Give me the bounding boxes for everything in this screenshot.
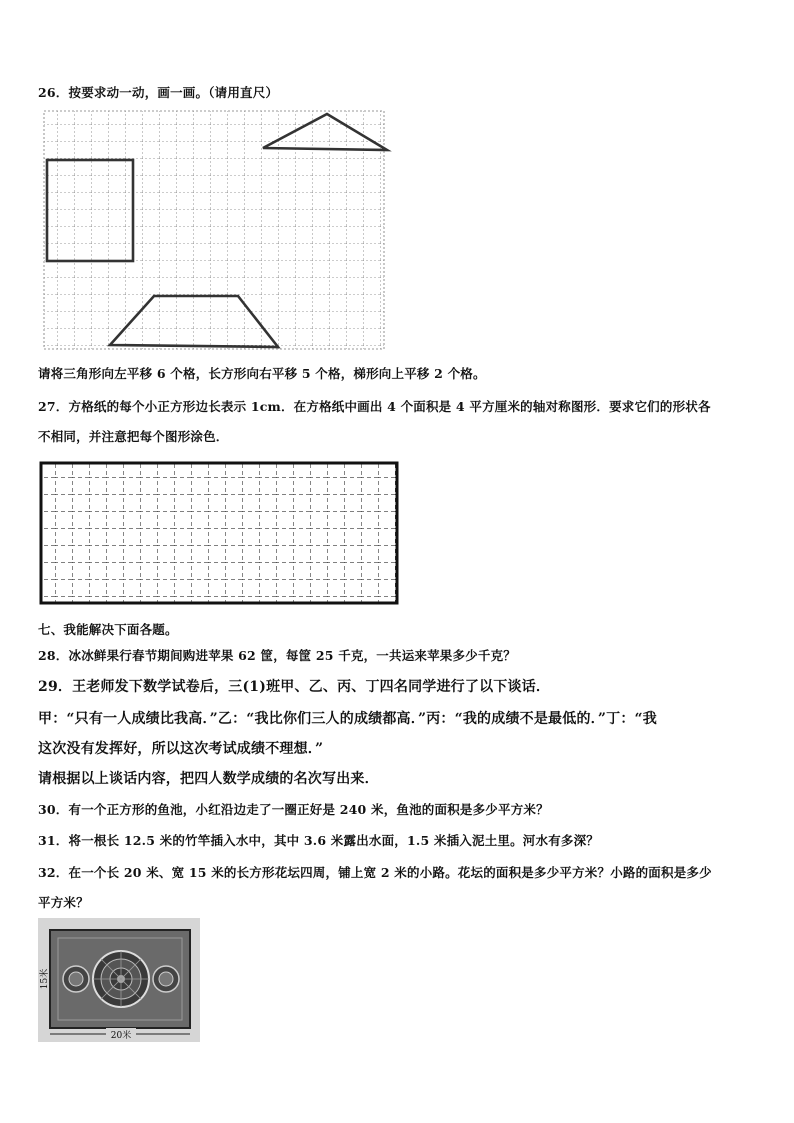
q32-garden-figure [38, 918, 200, 1042]
q29-line2: 甲：“只有一人成绩比我高．”乙：“我比你们三人的成绩都高．”丙：“我的成绩不是最低的．”丁：“我 [38, 711, 657, 727]
q26-grid [44, 111, 384, 349]
length-label: 20米 [110, 1031, 132, 1041]
q26-title: 26．按要求动一动，画一画。（请用直尺） [38, 85, 279, 100]
q32-line1: 32．在一个长 20 米、宽 15 米的长方形花坛四周，铺上宽 2 米的小路。花坛的面积是多少平方米？小路的面积是多少 [38, 865, 712, 880]
width-label: 15米 [40, 968, 50, 990]
q29-line4: 请根据以上谈话内容，把四人数学成绩的名次写出来． [38, 771, 379, 787]
q26-grid-figure [40, 107, 392, 352]
section7-title: 七、我能解决下面各题。 [38, 622, 178, 637]
q29-line1: 29．王老师发下数学试卷后，三(1)班甲、乙、丙、丁四名同学进行了以下谈话． [38, 679, 551, 695]
q28-text: 28．冰冰鲜果行春节期间购进苹果 62 筐，每筐 25 千克，一共运来苹果多少千克？ [38, 648, 516, 663]
q30-text: 30．有一个正方形的鱼池，小红沿边走了一圈正好是 240 米，鱼池的面积是多少平方米？ [38, 802, 549, 817]
q32-line2: 平方米？ [38, 895, 89, 910]
q27-line2: 不相同，并注意把每个图形涂色． [38, 429, 229, 444]
q27-grid-figure [38, 460, 400, 606]
q27-line1: 27．方格纸的每个小正方形边长表示 1cm．在方格纸中画出 4 个面积是 4 平方厘米的轴对称图形．要求它们的形状各 [38, 399, 711, 414]
q27-grid [41, 463, 397, 603]
q29-line3: 这次没有发挥好，所以这次考试成绩不理想．” [38, 741, 324, 757]
q26-instruction: 请将三角形向左平移 6 个格，长方形向右平移 5 个格，梯形向上平移 2 个格。 [38, 366, 486, 381]
q31-text: 31．将一根长 12.5 米的竹竿插入水中，其中 3.6 米露出水面，1.5 米插入泥土里。河水有多深？ [38, 833, 599, 848]
